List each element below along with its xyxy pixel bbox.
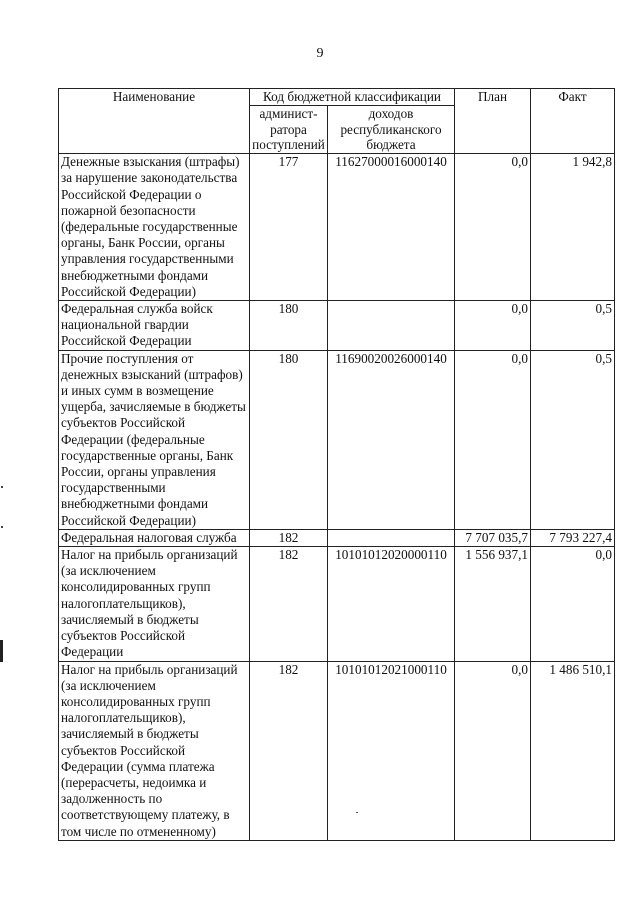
row-admin-code: 180 [250, 350, 328, 529]
budget-table [58, 88, 615, 841]
column-header-fact: Факт [531, 89, 615, 154]
row-fact: 1 942,8 [531, 154, 615, 301]
row-name: Налог на прибыль организаций (за исключением консолидированных групп налогоплательщиков), зачисляемый в бюджеты субъектов Российской Федерации (сумма платежа (перерасчеты, недоимка и задолженность по соответствующему платежу, в том числе по отмененному) [59, 661, 250, 840]
row-admin-code: 182 [250, 547, 328, 661]
table-row [59, 661, 615, 840]
row-admin-code: 182 [250, 529, 328, 546]
row-name: Денежные взыскания (штрафы) за нарушение законодательства Российской Федерации о пожарной безопасности (федеральные государственные органы, Банк России, органы управления государственными внебюджетными фондами Российской Федерации) [59, 154, 250, 301]
row-fact: 7 793 227,4 [531, 529, 615, 546]
scan-artifact [1, 526, 3, 528]
row-income-code: 10101012020000110 [328, 547, 455, 661]
row-plan: 7 707 035,7 [455, 529, 531, 546]
table-row [59, 350, 615, 529]
row-fact: 0,0 [531, 547, 615, 661]
row-admin-code: 182 [250, 661, 328, 840]
row-income-code: 11627000016000140 [328, 154, 455, 301]
row-admin-code: 180 [250, 301, 328, 351]
row-plan: 0,0 [455, 350, 531, 529]
row-income-code: 11690020026000140 [328, 350, 455, 529]
row-plan: 0,0 [455, 154, 531, 301]
table-row [59, 547, 615, 661]
table-row [59, 529, 615, 546]
row-fact: 1 486 510,1 [531, 661, 615, 840]
table-row [59, 301, 615, 351]
row-fact: 0,5 [531, 350, 615, 529]
row-admin-code: 177 [250, 154, 328, 301]
column-header-name: Наименование [59, 89, 250, 154]
row-name: Федеральная служба войск национальной гвардии Российской Федерации [59, 301, 250, 351]
row-name: Прочие поступления от денежных взысканий (штрафов) и иных сумм в возмещение ущерба, зачисляемые в бюджеты субъектов Российской Федерации (федеральные государственные органы, Банк России, органы управления государственными внебюджетными фондами Российской Федерации) [59, 350, 250, 529]
row-plan: 0,0 [455, 301, 531, 351]
column-header-income: доходов республиканского бюджета [328, 106, 455, 154]
row-plan: 1 556 937,1 [455, 547, 531, 661]
table-row [59, 154, 615, 301]
row-fact: 0,5 [531, 301, 615, 351]
column-header-administrator: админист-ратора поступлений [250, 106, 328, 154]
page-number: 9 [316, 46, 324, 61]
row-income-code [328, 529, 455, 546]
row-income-code: 10101012021000110 [328, 661, 455, 840]
column-header-plan: План [455, 89, 531, 154]
column-header-code-group: Код бюджетной классификации [250, 89, 455, 106]
row-name: Федеральная налоговая служба [59, 529, 250, 546]
row-income-code [328, 301, 455, 351]
scan-artifact [0, 640, 3, 662]
row-plan: 0,0 [455, 661, 531, 840]
row-name: Налог на прибыль организаций (за исключением консолидированных групп налогоплательщиков), зачисляемый в бюджеты субъектов Российской Федерации [59, 547, 250, 661]
scan-artifact [1, 486, 3, 488]
